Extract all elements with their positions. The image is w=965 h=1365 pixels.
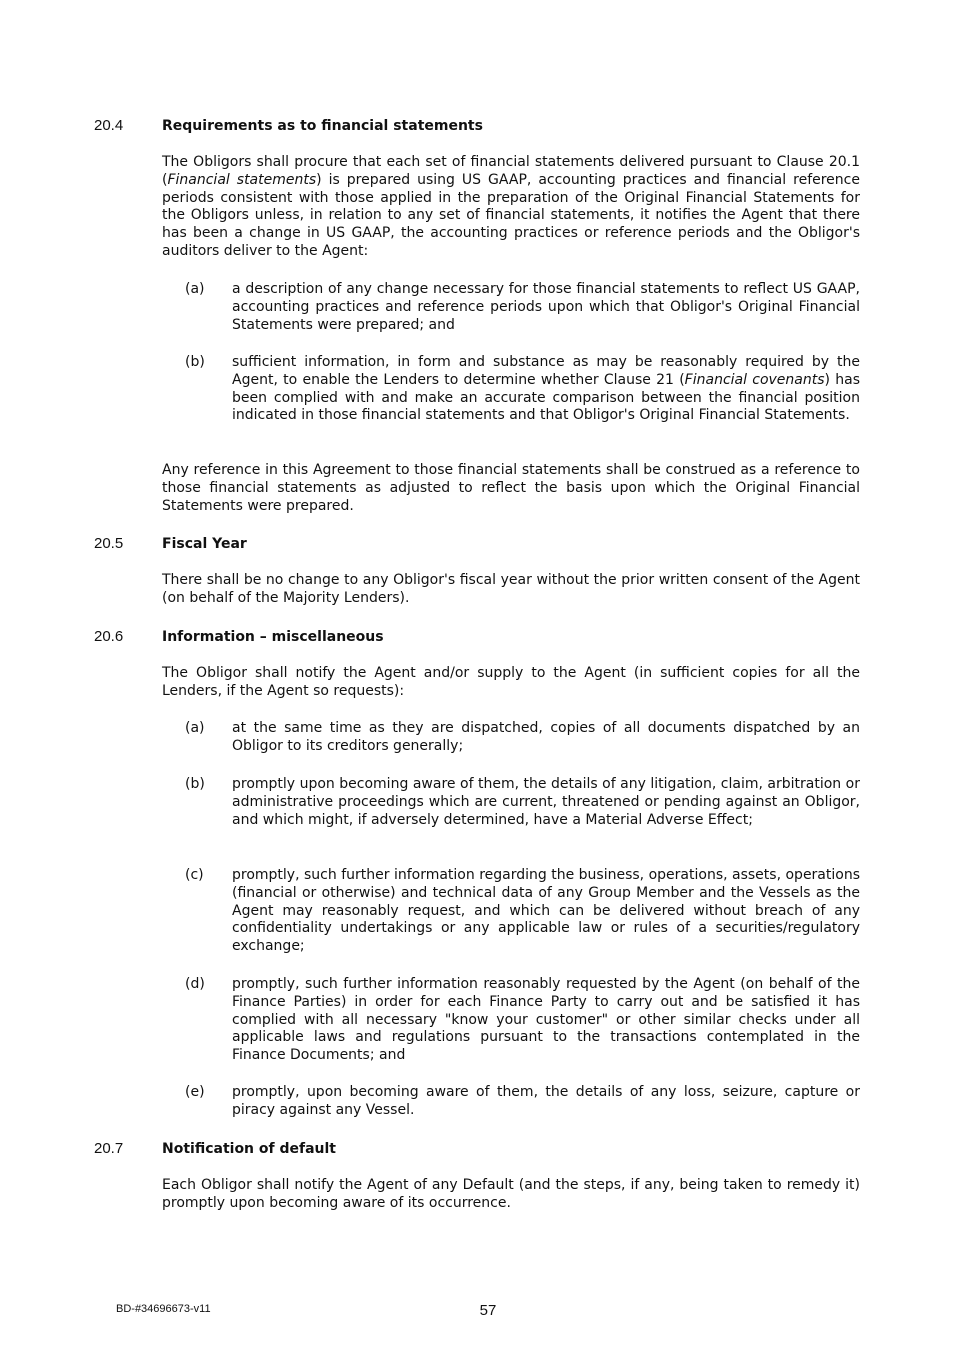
list-item-label: (b) [185, 776, 205, 792]
list-item-text: a description of any change necessary for those financial statements to reflect US GAAP, accounting practices and reference periods upon which that Obligor's Original Financial Statements were prepared; and [232, 281, 860, 333]
section-title: Information – miscellaneous [162, 629, 384, 645]
page-number: 57 [479, 1302, 497, 1319]
section-20-5-body: There shall be no change to any Obligor's fiscal year without the prior written consent of the Agent (on behalf of the Majority Lenders). [162, 572, 860, 606]
clause-reference: Financial statements [167, 171, 317, 188]
list-item-label: (c) [185, 867, 204, 883]
list-item-label: (a) [185, 720, 205, 736]
list-item-label: (d) [185, 976, 205, 992]
section-20-7-body: Each Obligor shall notify the Agent of any Default (and the steps, if any, being taken to remedy it) promptly upon becoming aware of its occurrence. [162, 1177, 860, 1211]
list-item-text: sufficient information, in form and substance as may be reasonably required by the Agent, to enable the Lenders to determine whether Clause 21 (Financial covenants) has been complied with and make an accurate comparison between the financial position indicated in those financial statements and that Obligor's Original Financial Statements. [232, 354, 860, 424]
section-title: Fiscal Year [162, 536, 247, 552]
section-20-6-intro: The Obligor shall notify the Agent and/or supply to the Agent (in sufficient copies for all the Lenders, if the Agent so requests): [162, 665, 860, 699]
list-item-text: promptly, such further information reasonably requested by the Agent (on behalf of the Finance Parties) in order for each Finance Party to carry out and be satisfied it has complied with all necessary "know your customer" or other similar checks under all applicable laws and regulations pursuant to the transactions contemplated in the Finance Documents; and [232, 976, 860, 1064]
list-item-text: promptly upon becoming aware of them, the details of any litigation, claim, arbitration or administrative proceedings which are current, threatened or pending against an Obligor, and which might, if adversely determined, have a Material Adverse Effect; [232, 776, 860, 828]
list-item-label: (e) [185, 1084, 205, 1100]
list-item-text: promptly, upon becoming aware of them, the details of any loss, seizure, capture or piracy against any Vessel. [232, 1084, 860, 1118]
list-item-text: promptly, such further information regarding the business, operations, assets, operations (financial or otherwise) and technical data of any Group Member and the Vessels as the Agent may reasonably request, and which can be delivered without breach of any confidentiality undertakings or any applicable law or rules of a securities/regulatory exchange; [232, 867, 860, 955]
section-number: 20.6 [94, 628, 124, 645]
section-20-4-intro: The Obligors shall procure that each set of financial statements delivered pursuant to Clause 20.1 (Financial statements) is prepared using US GAAP, accounting practices and financial reference periods consistent with those applied in the preparation of the Original Financial Statements for the Obligors unless, in relation to any set of financial statements, it notifies the Agent that there has been a change in US GAAP, the accounting practices or reference periods and the Obligor's auditors deliver to the Agent: [162, 154, 860, 259]
section-number: 20.7 [94, 1140, 124, 1157]
section-title: Requirements as to financial statements [162, 118, 483, 134]
list-item-label: (a) [185, 281, 205, 297]
section-number: 20.4 [94, 117, 124, 134]
section-number: 20.5 [94, 535, 124, 552]
section-title: Notification of default [162, 1141, 336, 1157]
section-20-4-closing: Any reference in this Agreement to those financial statements shall be construed as a reference to those financial statements as adjusted to reflect the basis upon which the Original Financial Statements were prepared. [162, 462, 860, 514]
list-item-label: (b) [185, 354, 205, 370]
list-item-text: at the same time as they are dispatched, copies of all documents dispatched by an Obligor to its creditors generally; [232, 720, 860, 754]
clause-reference: Financial covenants [684, 371, 825, 388]
document-reference: BD-#34696673-v11 [116, 1303, 211, 1315]
